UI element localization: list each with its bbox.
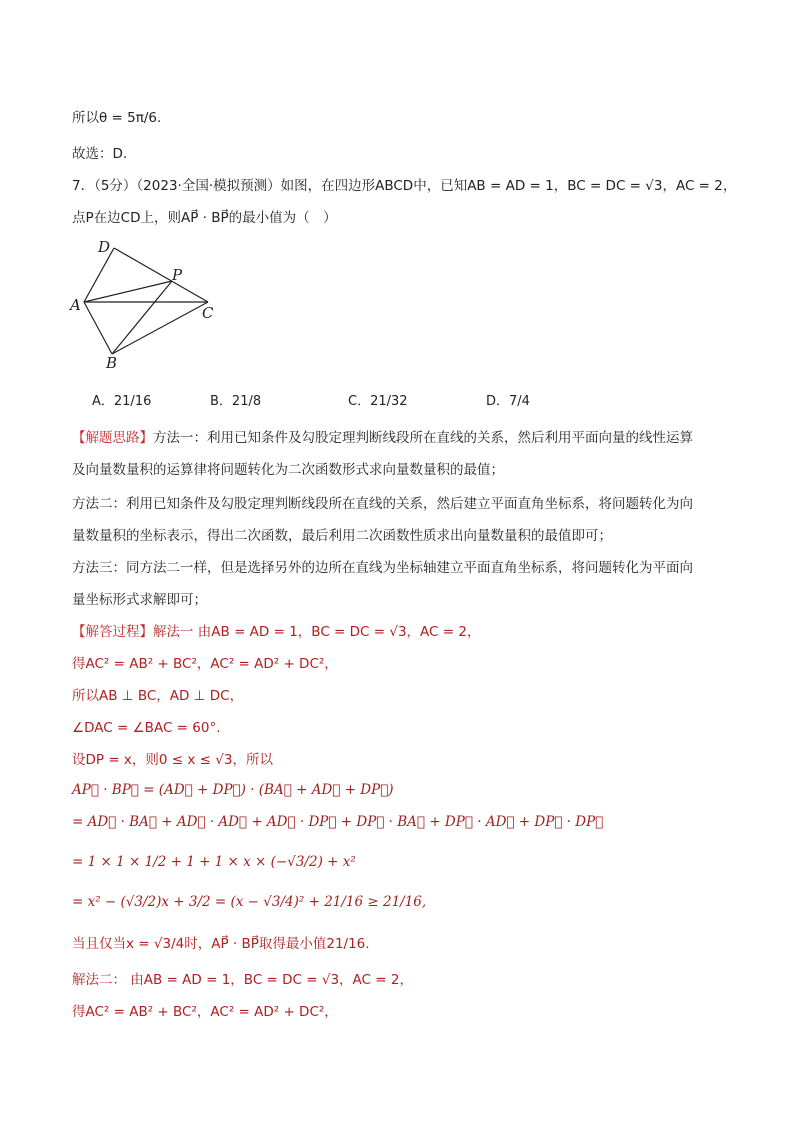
- thinking-line1: [72, 428, 693, 448]
- process-line4: ∠DAC = ∠BAC = 60°.: [72, 720, 221, 736]
- thinking-line5: 方法三：同方法二一样，但是选择另外的边所在直线为坐标轴建立平面直角坐标系，将问题转化为平面向: [72, 560, 693, 576]
- label-A: A: [70, 296, 81, 314]
- label-P: P: [172, 266, 183, 284]
- thinking-label: 【解题思路】: [72, 430, 153, 446]
- process-line9: = x² − (√3/2)x + 3/2 = (x − √3/4)² + 21/16 ≥ 21/16,: [72, 894, 427, 910]
- process-line6: AP⃗ · BP⃗ = (AD⃗ + DP⃗) · (BA⃗ + AD⃗ + DP⃗): [72, 782, 394, 798]
- label-C: C: [202, 304, 214, 322]
- option-c[interactable]: C．21/32: [348, 394, 408, 409]
- process-line2: 得AC² = AB² + BC²，AC² = AD² + DC²，: [72, 656, 338, 672]
- quadrilateral-figure: [68, 236, 228, 376]
- process-line5: 设DP = x，则0 ≤ x ≤ √3，所以: [72, 752, 273, 768]
- option-a[interactable]: A．21/16: [92, 394, 152, 409]
- question-7-line2: 点P在边CD上，则AP⃗ · BP⃗的最小值为（ ）: [72, 210, 337, 226]
- thinking-line3: 方法二：利用已知条件及勾股定理判断线段所在直线的关系，然后建立平面直角坐标系，将问题转化为向: [72, 496, 693, 512]
- thinking-line2: 及向量数量积的运算律将问题转化为二次函数形式求向量数量积的最值；: [72, 462, 504, 478]
- line-answer: 故选：D.: [72, 146, 128, 162]
- process-text-1: 解法一 由AB = AD = 1，BC = DC = √3，AC = 2，: [153, 624, 481, 640]
- process-line10: 当且仅当x = √3/4时，AP⃗ · BP⃗取得最小值21/16.: [72, 936, 370, 952]
- label-D: D: [98, 238, 111, 256]
- process-line12: 得AC² = AB² + BC²，AC² = AD² + DC²，: [72, 1004, 338, 1020]
- option-d[interactable]: D．7/4: [486, 394, 530, 409]
- process-line8: = 1 × 1 × 1/2 + 1 + 1 × x × (−√3/2) + x²: [72, 854, 356, 870]
- thinking-line6: 量坐标形式求解即可；: [72, 592, 207, 608]
- thinking-text-1: 方法一：利用已知条件及勾股定理判断线段所在直线的关系，然后利用平面向量的线性运算: [153, 430, 693, 446]
- option-b[interactable]: B．21/8: [210, 394, 262, 409]
- label-B: B: [106, 354, 118, 372]
- question-7-line1: 7．（5分）（2023·全国·模拟预测）如图，在四边形ABCD中，已知AB = AD = 1，BC = DC = √3，AC = 2，: [72, 178, 737, 194]
- process-line7: = AD⃗ · BA⃗ + AD⃗ · AD⃗ + AD⃗ · DP⃗ + DP⃗ · BA⃗ + DP⃗ · AD⃗ + DP⃗ · DP⃗: [72, 814, 604, 830]
- process-line11: 解法二： 由AB = AD = 1，BC = DC = √3，AC = 2，: [72, 972, 413, 988]
- process-label: 【解答过程】: [72, 624, 153, 640]
- process-line3: 所以AB ⊥ BC，AD ⊥ DC，: [72, 688, 244, 704]
- thinking-line4: 量数量积的坐标表示，得出二次函数，最后利用二次函数性质求出向量数量积的最值即可；: [72, 528, 612, 544]
- process-line1: [72, 622, 480, 642]
- line-theta: 所以θ = 5π/6.: [72, 110, 162, 126]
